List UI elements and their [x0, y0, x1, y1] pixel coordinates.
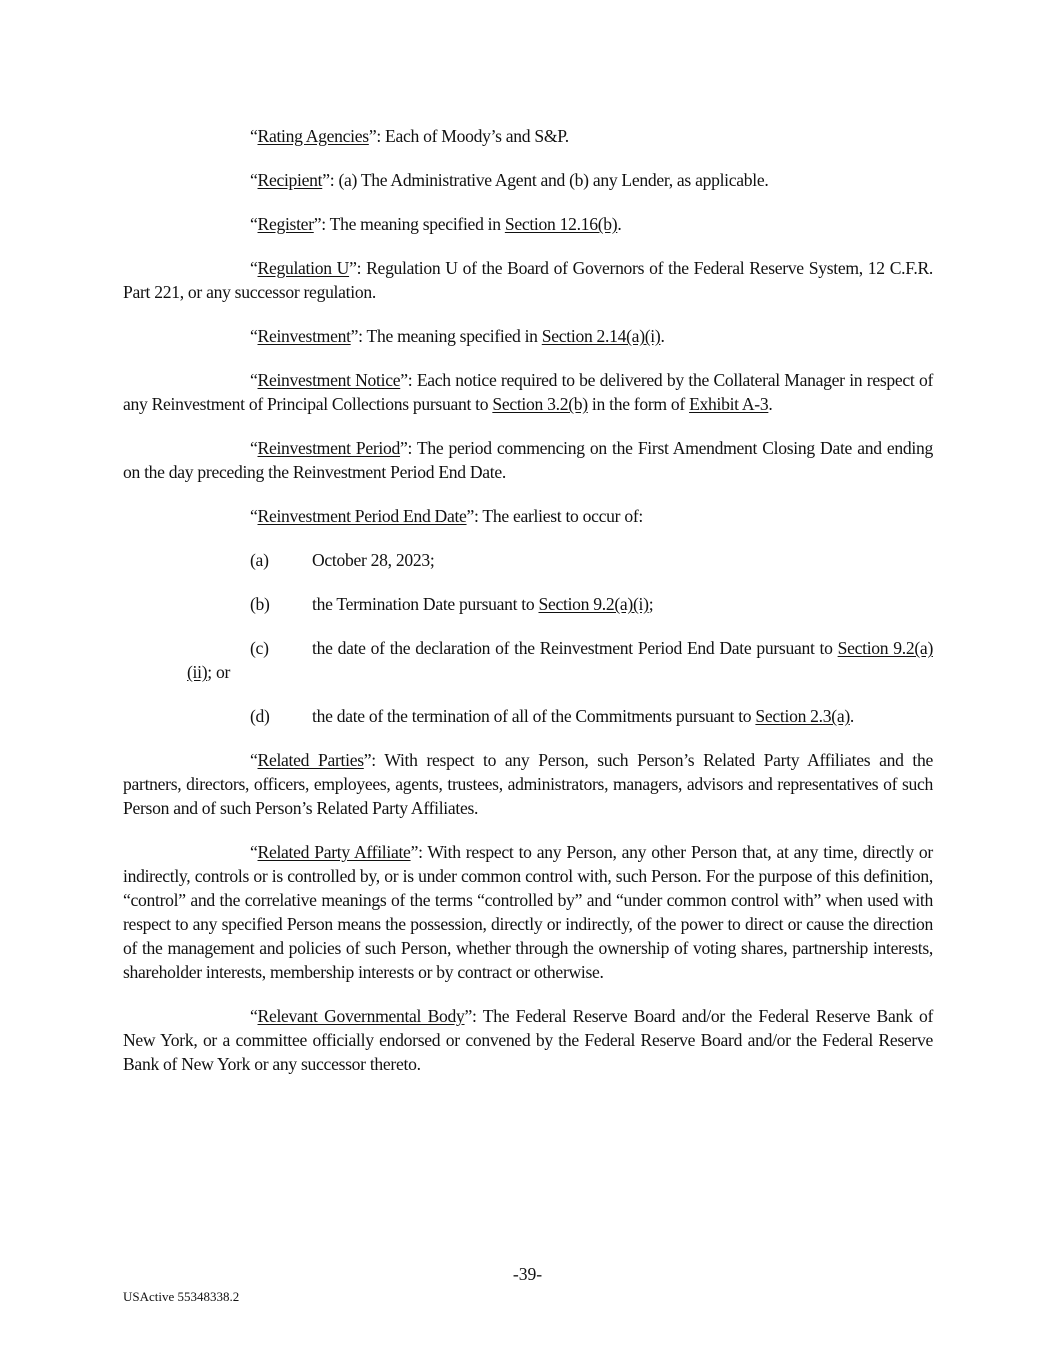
defined-term: Relevant Governmental Body [257, 1006, 465, 1026]
enumerated-item [123, 636, 933, 684]
text-segment: the date of the termination of all of the Commitments pursuant to [312, 706, 756, 726]
text-segment: the date of the declaration of the Reinvestment Period End Date pursuant to [312, 638, 838, 658]
definition-paragraph [123, 1004, 933, 1076]
document-id-footer: USActive 55348338.2 [123, 1289, 240, 1304]
defined-term: Related Parties [257, 750, 364, 770]
enumerated-item [123, 548, 933, 572]
text-segment: ”: Regulation U of the Board of Governors of the Federal Reserve System, 12 C.F.R. Part 221, or any successor regulation. [123, 258, 933, 302]
defined-term: Reinvestment Period End Date [257, 506, 467, 526]
text-segment: “ [250, 170, 258, 190]
text-segment: “ [250, 214, 258, 234]
item-label: (a) [250, 550, 269, 570]
cross-reference: Section 3.2(b) [492, 394, 588, 414]
text-segment: “ [250, 750, 258, 770]
text-segment: ”: With respect to any Person, such Person’s Related Party Affiliates and the partners, directors, officers, employees, agents, trustees, administrators, managers, advisors and representatives of such Person and of such Person’s Related Party Affiliates. [123, 750, 933, 818]
text-segment: . [768, 394, 773, 414]
definition-paragraph [123, 504, 933, 528]
text-segment: “ [250, 842, 258, 862]
definition-paragraph [123, 368, 933, 416]
defined-term: Reinvestment Period [257, 438, 400, 458]
text-segment: ; [648, 594, 654, 614]
text-segment: ; or [207, 662, 231, 682]
text-segment: . [660, 326, 665, 346]
text-segment: “ [250, 438, 258, 458]
definition-paragraph [123, 436, 933, 484]
text-segment: “ [250, 506, 258, 526]
defined-term: Related Party Affiliate [257, 842, 411, 862]
defined-term: Reinvestment [257, 326, 351, 346]
text-segment: ”: Each of Moody’s and S&P. [368, 126, 569, 146]
defined-term: Section 2.3(a) [755, 706, 850, 726]
text-segment: ”: The earliest to occur of: [466, 506, 643, 526]
text-segment: “ [250, 326, 258, 346]
text-segment: “ [250, 370, 258, 390]
text-segment: October 28, 2023; [312, 550, 435, 570]
definition-paragraph [123, 212, 933, 236]
definition-paragraph [123, 124, 933, 148]
text-segment: “ [250, 258, 258, 278]
text-segment: ”: (a) The Administrative Agent and (b) any Lender, as applicable. [322, 170, 769, 190]
text-segment: . [617, 214, 622, 234]
item-label: (c) [250, 638, 269, 658]
defined-term: Regulation U [257, 258, 350, 278]
cross-reference: Exhibit A-3 [689, 394, 769, 414]
definition-paragraph [123, 748, 933, 820]
defined-term: Recipient [257, 170, 323, 190]
enumerated-item [123, 592, 933, 616]
text-segment: ”: With respect to any Person, any other Person that, at any time, directly or indirectly, controls or is controlled by, or is under common control with, such Person. For the purpose of this definition, “control” and the correlative meanings of the terms “controlled by” and “under common control with” when used with respect to any specified Person means the possession, directly or indirectly, of the power to direct or cause the direction of the management and policies of such Person, whether through the ownership of voting shares, partnership interests, shareholder interests, membership interests or by contract or otherwise. [123, 842, 933, 982]
cross-reference: Section 12.16(b) [504, 214, 618, 234]
defined-term: Section 9.2(a)(ii) [187, 638, 933, 682]
defined-term: Register [257, 214, 314, 234]
text-segment: in the form of [587, 394, 690, 414]
defined-term: Rating Agencies [257, 126, 369, 146]
text-segment: “ [250, 1006, 258, 1026]
item-label: (b) [250, 594, 270, 614]
text-segment: ”: The meaning specified in [350, 326, 542, 346]
cross-reference: Section 2.14(a)(i) [541, 326, 661, 346]
defined-term: Section 9.2(a)(i) [538, 594, 649, 614]
enumerated-item [123, 704, 933, 728]
text-segment: ”: The meaning specified in [313, 214, 505, 234]
text-segment: “ [250, 126, 258, 146]
definition-paragraph [123, 168, 933, 192]
text-segment: ”: Each notice required to be delivered by the Collateral Manager in respect of any Reinvestment of Principal Collections pursuant to [123, 370, 934, 414]
definition-paragraph [123, 324, 933, 348]
item-label: (d) [250, 706, 270, 726]
document-body [123, 124, 933, 1096]
defined-term: Reinvestment Notice [257, 370, 401, 390]
text-segment: ”: The Federal Reserve Board and/or the Federal Reserve Bank of New York, or a committee officially endorsed or convened by the Federal Reserve Board and/or the Federal Reserve Bank of New York or any successor thereto. [123, 1006, 933, 1074]
text-segment: ”: The period commencing on the First Amendment Closing Date and ending on the day preceding the Reinvestment Period End Date. [123, 438, 933, 482]
text-segment: . [849, 706, 855, 726]
definition-paragraph [123, 840, 933, 984]
text-segment: the Termination Date pursuant to [312, 594, 539, 614]
page-number: -39- [512, 1264, 543, 1284]
definition-paragraph [123, 256, 933, 304]
